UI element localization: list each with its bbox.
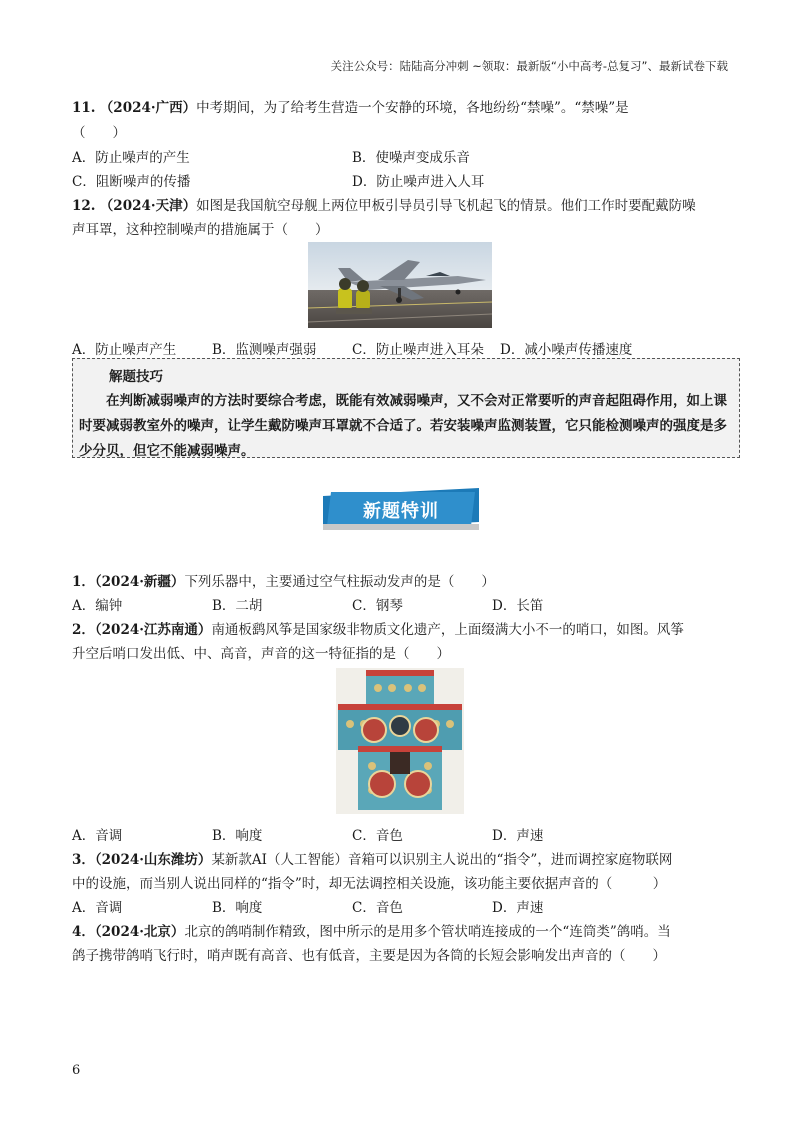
solving-tips-box <box>72 358 740 458</box>
option-b: B．响度 <box>212 900 263 916</box>
question-12-line2: 声耳罩，这种控制噪声的措施属于（ ） <box>72 222 329 238</box>
question-text: 北京的鸽哨制作精致，图中所示的是用多个管状哨连接成的一个“连筒类”鸽哨。当 <box>184 924 671 940</box>
section-banner <box>323 488 479 530</box>
kite-illustration <box>336 668 464 814</box>
question-number: 11. <box>72 100 96 116</box>
new-question-1 <box>72 570 495 590</box>
carrier-deck-illustration <box>308 242 492 328</box>
option-a: A．防止噪声产生 <box>72 342 177 358</box>
option-b: B．响度 <box>212 828 263 844</box>
option-d: D．长笛 <box>492 598 544 614</box>
question-source: （2024·新疆） <box>94 574 185 590</box>
option-d: D．声速 <box>492 900 544 916</box>
new-question-3-line2: 中的设施，而当别人说出同样的“指令”时，却无法调控相关设施，该功能主要依据声音的（ ） <box>72 876 667 892</box>
question-text: 南通板鹞风筝是国家级非物质文化遗产，上面缀满大小不一的哨口，如图。风筝 <box>211 622 684 638</box>
question-number: 12. <box>72 198 96 214</box>
option-c: C．音色 <box>352 828 403 844</box>
question-text: 下列乐器中，主要通过空气柱振动发声的是（ ） <box>184 574 495 590</box>
question-text: 中考期间，为了给考生营造一个安静的环境，各地纷纷“禁噪”。“禁噪”是 <box>196 100 629 116</box>
tips-body: 在判断减弱噪声的方法时要综合考虑，既能有效减弱噪声，又不会对正常要听的声音起阻碍作用，如上课时要减弱教室外的噪声，让学生戴防噪声耳罩就不合适了。若安装噪声监测装置，它只能检测噪声的强度是多少分贝，但它不能减弱噪声。 <box>79 393 727 459</box>
option-a: A．编钟 <box>72 598 123 614</box>
new-question-2 <box>72 618 684 638</box>
option-a: A．音调 <box>72 900 123 916</box>
new-question-4 <box>72 920 671 940</box>
option-d: D．减小噪声传播速度 <box>500 342 633 358</box>
new-question-2-line2: 升空后哨口发出低、中、高音，声音的这一特征指的是（ ） <box>72 646 450 662</box>
page-number: 6 <box>72 1063 81 1078</box>
question-11 <box>72 96 629 116</box>
question-12 <box>72 194 696 214</box>
new-question-4-line2: 鸽子携带鸽哨飞行时，哨声既有高音、也有低音，主要是因为各筒的长短会影响发出声音的（ ） <box>72 948 666 964</box>
question-text: 某新款AI（人工智能）音箱可以识别主人说出的“指令”，进而调控家庭物联网 <box>211 852 673 868</box>
option-c: C．阻断噪声的传播 <box>72 174 191 190</box>
banner-label: 新题特训 <box>363 501 439 522</box>
question-number: 1． <box>72 574 95 590</box>
question-source: （2024·北京） <box>94 924 185 940</box>
option-b: B．二胡 <box>212 598 263 614</box>
option-a: A．音调 <box>72 828 123 844</box>
question-number: 3． <box>72 852 95 868</box>
question-source: （2024·山东潍坊） <box>94 852 212 868</box>
kite-photo <box>336 668 464 814</box>
option-c: C．防止噪声进入耳朵 <box>352 342 484 358</box>
question-source: （2024·天津） <box>99 198 197 214</box>
header-note: 关注公众号：陆陆高分冲刺 ~领取：最新版“小中高考-总复习”、最新试卷下载 <box>330 59 728 73</box>
question-11-blank: （ ） <box>72 125 126 141</box>
option-b: B．使噪声变成乐音 <box>352 150 470 166</box>
option-b: B．监测噪声强弱 <box>212 342 317 358</box>
question-number: 2． <box>72 622 95 638</box>
question-source: （2024·江苏南通） <box>94 622 212 638</box>
option-c: C．钢琴 <box>352 598 403 614</box>
new-question-3 <box>72 848 672 868</box>
question-number: 4． <box>72 924 95 940</box>
option-c: C．音色 <box>352 900 403 916</box>
tips-title: 解题技巧 <box>109 369 163 385</box>
carrier-deck-photo <box>308 242 492 328</box>
option-d: D．防止噪声进入人耳 <box>352 174 485 190</box>
question-source: （2024·广西） <box>99 100 197 116</box>
question-text: 如图是我国航空母舰上两位甲板引导员引导飞机起飞的情景。他们工作时要配戴防噪 <box>196 198 696 214</box>
option-d: D．声速 <box>492 828 544 844</box>
option-a: A．防止噪声的产生 <box>72 150 190 166</box>
